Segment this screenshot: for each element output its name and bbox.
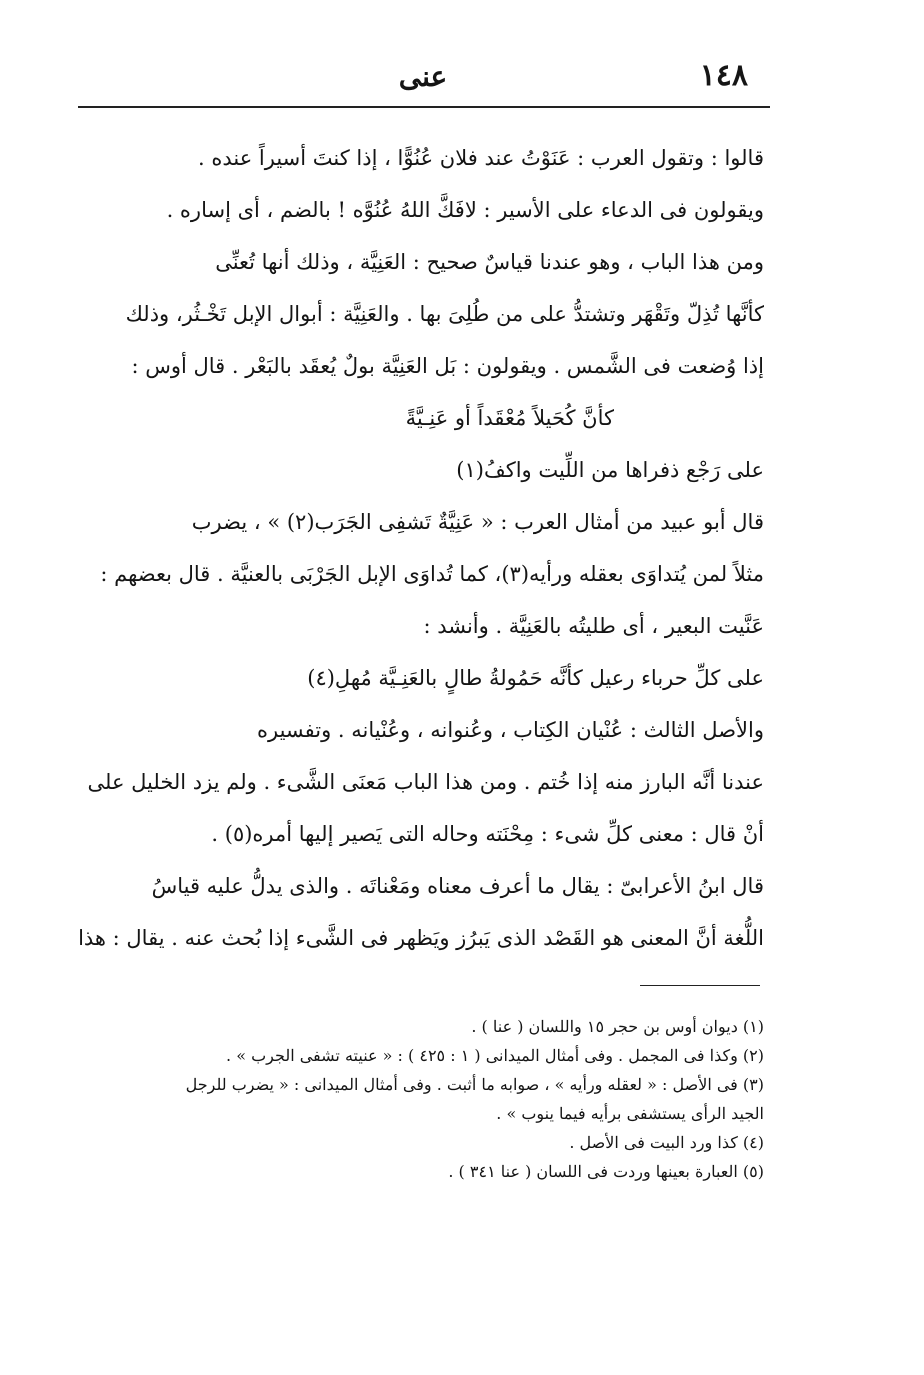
verse-line: على رَجْع ذفراها من اللِّيت واكفُ(١) (456, 458, 764, 482)
text-line: ويقولون فى الدعاء على الأسير : لافَكَّ اللهُ عُنُوَّه ! بالضم ، أى إساره . (166, 198, 764, 222)
text-line: كأنَّها تُذِلّ وتَقْهَر وتشتدُّ على من طُلِىَ بها . والعَنِيَّة : أبوال الإبل تَخْـثُر، وذلك (125, 302, 764, 326)
text-line: قال أبو عبيد من أمثال العرب : « عَنِيَّةٌ تَشفِى الجَرَب(٢) » ، يضرب (191, 510, 764, 534)
text-line: والأصل الثالث : عُنْيان الكِتاب ، وعُنوانه ، وعُنْيانه . وتفسيره (256, 718, 764, 742)
verse-line: كأنَّ كُحَيلاً مُعْقَداً أو عَنِـيَّةً (405, 406, 614, 430)
running-title: عنى (398, 60, 448, 93)
text-line: قال ابنُ الأعرابىّ : يقال ما أعرف معناه ومَعْناتَه . والذى يدلُّ عليه قياسُ (151, 874, 764, 898)
main-text (78, 132, 764, 964)
text-line: عَنَّيت البعير ، أى طليتُه بالعَنِيَّة . وأنشد : (423, 614, 764, 638)
footnote: (٢) وكذا فى المجمل . وفى أمثال الميدانى ( ١ : ٤٢٥ ) : « عنيته تشفى الجرب » . (226, 1046, 764, 1065)
footnote: (١) ديوان أوس بن حجر ١٥ واللسان ( عنا ) . (471, 1017, 764, 1036)
footnote: (٥) العبارة بعينها وردت فى اللسان ( عنا ٣٤١ ) . (448, 1162, 764, 1181)
footnote: (٤) كذا ورد البيت فى الأصل . (569, 1133, 764, 1152)
header-rule (78, 106, 770, 108)
text-line: اللُّغة أنَّ المعنى هو القَصْد الذى يَبرُز ويَظهر فى الشَّىء إذا بُحث عنه . يقال : هذا (78, 926, 764, 950)
page-number: ١٤٨ (699, 58, 748, 93)
text-line: عندنا أنَّه البارز منه إذا خُتم . ومن هذا الباب مَعنَى الشَّىء . ولم يزد الخليل على (87, 770, 764, 794)
footnotes (78, 1012, 764, 1186)
text-line: أنْ قال : معنى كلِّ شىء : مِحْنَته وحاله التى يَصير إليها أمره(٥) . (211, 822, 764, 846)
footnote-rule (640, 985, 760, 986)
footnote: (٣) فى الأصل : « لعقله ورأيه » ، صوابه ما أثبت . وفى أمثال الميدانى : « يضرب للرجل (185, 1075, 764, 1094)
footnote-continuation: الجيد الرأى يستشفى برأيه فيما ينوب » . (496, 1104, 764, 1123)
verse-line: على كلِّ حرباء رعيل كأنَّه حَمُولةُ طالٍ بالعَنِـيَّة مُهلِ(٤) (307, 666, 764, 690)
text-line: قالوا : وتقول العرب : عَنَوْتُ عند فلان عُنُوًّا ، إذا كنتَ أسيراً عنده . (198, 146, 764, 170)
page-header (78, 58, 766, 106)
text-line: ومن هذا الباب ، وهو عندنا قياسٌ صحيح : العَنِيَّة ، وذلك أنها تُعنِّى (215, 250, 764, 274)
text-line: إذا وُضعت فى الشَّمس . ويقولون : بَل العَنِيَّة بولٌ يُعقَد بالبَعْر . قال أوس : (131, 354, 764, 378)
text-line: مثلاً لمن يُتداوَى بعقله ورأيه(٣)، كما تُداوَى الإبل الجَرْبَى بالعنيَّة . قال بعضهم : (100, 562, 764, 586)
